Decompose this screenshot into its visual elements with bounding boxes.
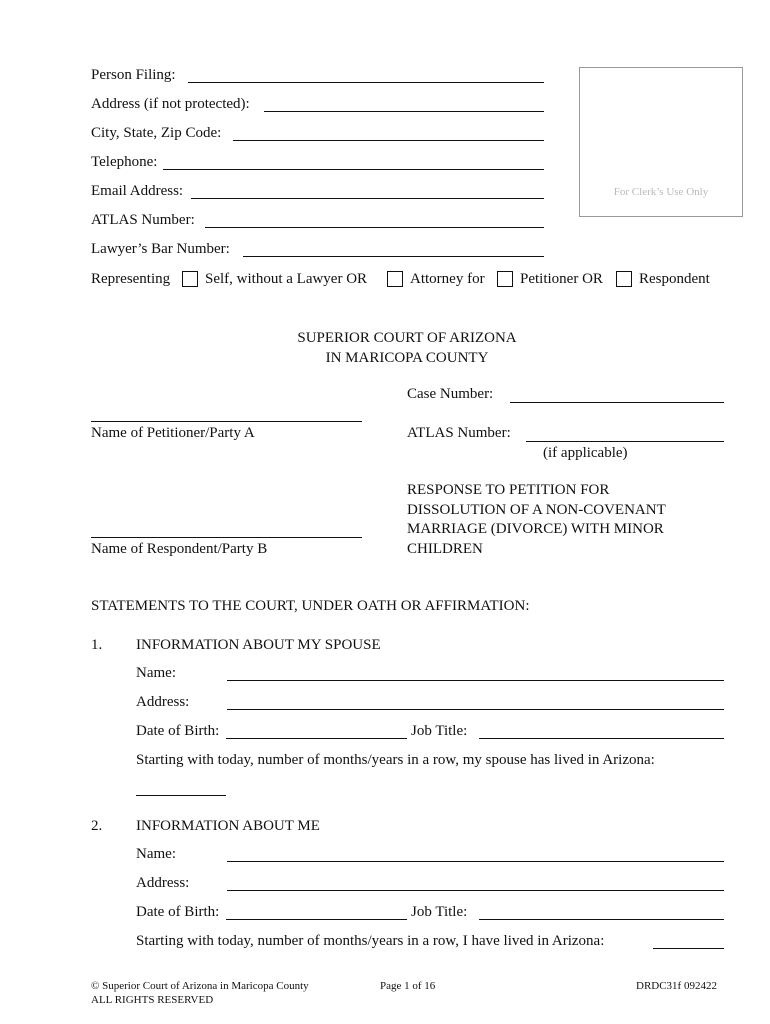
form-title-line2: DISSOLUTION OF A NON-COVENANT	[407, 502, 666, 518]
footer-copyright-line2: ALL RIGHTS RESERVED	[91, 994, 214, 1006]
statements-heading: STATEMENTS TO THE COURT, UNDER OATH OR AFFIRMATION:	[91, 598, 530, 614]
atlas-number-label: ATLAS Number:	[91, 212, 195, 228]
caption-atlas-field[interactable]	[526, 441, 724, 442]
spouse-job-title-label: Job Title:	[411, 723, 468, 739]
section2-number: 2.	[91, 818, 103, 834]
address-field[interactable]	[264, 111, 544, 112]
spouse-residency-field[interactable]	[136, 795, 226, 796]
self-option-label: Self, without a Lawyer OR	[205, 271, 368, 287]
form-title-line3: MARRIAGE (DIVORCE) WITH MINOR	[407, 521, 664, 537]
atlas-number-field[interactable]	[205, 227, 544, 228]
section1-number: 1.	[91, 637, 103, 653]
self-checkbox[interactable]	[182, 271, 198, 287]
my-job-title-field[interactable]	[479, 919, 724, 920]
spouse-address-label: Address:	[136, 694, 190, 710]
spouse-dob-field[interactable]	[226, 738, 407, 739]
telephone-field[interactable]	[163, 169, 544, 170]
footer-form-code: DRDC31f 092422	[636, 980, 717, 992]
my-dob-label: Date of Birth:	[136, 904, 220, 920]
section1-title: INFORMATION ABOUT MY SPOUSE	[136, 637, 381, 653]
my-address-field[interactable]	[227, 890, 724, 891]
bar-number-label: Lawyer’s Bar Number:	[91, 241, 230, 257]
court-name-line2: IN MARICOPA COUNTY	[325, 350, 489, 366]
respondent-option-label: Respondent	[639, 271, 710, 287]
representing-label: Representing	[91, 271, 171, 287]
petitioner-checkbox[interactable]	[497, 271, 513, 287]
case-number-field[interactable]	[510, 402, 724, 403]
spouse-dob-label: Date of Birth:	[136, 723, 220, 739]
spouse-residency-label: Starting with today, number of months/years in a row, my spouse has lived in Arizona:	[136, 752, 655, 768]
petitioner-name-field[interactable]	[91, 421, 362, 422]
city-state-zip-label: City, State, Zip Code:	[91, 125, 222, 141]
footer-copyright-line1: © Superior Court of Arizona in Maricopa County	[91, 980, 309, 992]
case-number-label: Case Number:	[407, 386, 494, 402]
clerk-use-label: For Clerk’s Use Only	[613, 186, 709, 198]
form-title-line1: RESPONSE TO PETITION FOR	[407, 482, 610, 498]
form-title-line4: CHILDREN	[407, 541, 483, 557]
bar-number-field[interactable]	[243, 256, 544, 257]
caption-atlas-label: ATLAS Number:	[407, 425, 511, 441]
respondent-checkbox[interactable]	[616, 271, 632, 287]
attorney-option-label: Attorney for	[410, 271, 485, 287]
if-applicable-note: (if applicable)	[543, 445, 628, 461]
email-field[interactable]	[191, 198, 544, 199]
my-residency-label: Starting with today, number of months/years in a row, I have lived in Arizona:	[136, 933, 605, 949]
my-name-field[interactable]	[227, 861, 724, 862]
petitioner-name-label: Name of Petitioner/Party A	[91, 425, 255, 441]
address-label: Address (if not protected):	[91, 96, 250, 112]
spouse-job-title-field[interactable]	[479, 738, 724, 739]
spouse-address-field[interactable]	[227, 709, 724, 710]
my-residency-field[interactable]	[653, 948, 724, 949]
my-name-label: Name:	[136, 846, 176, 862]
respondent-name-label: Name of Respondent/Party B	[91, 541, 268, 557]
my-address-label: Address:	[136, 875, 190, 891]
email-label: Email Address:	[91, 183, 184, 199]
attorney-checkbox[interactable]	[387, 271, 403, 287]
person-filing-label: Person Filing:	[91, 67, 176, 83]
telephone-label: Telephone:	[91, 154, 158, 170]
respondent-name-field[interactable]	[91, 537, 362, 538]
spouse-name-label: Name:	[136, 665, 176, 681]
spouse-name-field[interactable]	[227, 680, 724, 681]
petitioner-option-label: Petitioner OR	[520, 271, 603, 287]
clerk-use-box	[579, 67, 743, 217]
section2-title: INFORMATION ABOUT ME	[136, 818, 320, 834]
footer-page-number: Page 1 of 16	[380, 980, 436, 992]
city-state-zip-field[interactable]	[233, 140, 544, 141]
my-job-title-label: Job Title:	[411, 904, 468, 920]
person-filing-field[interactable]	[188, 82, 544, 83]
court-name-line1: SUPERIOR COURT OF ARIZONA	[297, 330, 517, 346]
my-dob-field[interactable]	[226, 919, 407, 920]
